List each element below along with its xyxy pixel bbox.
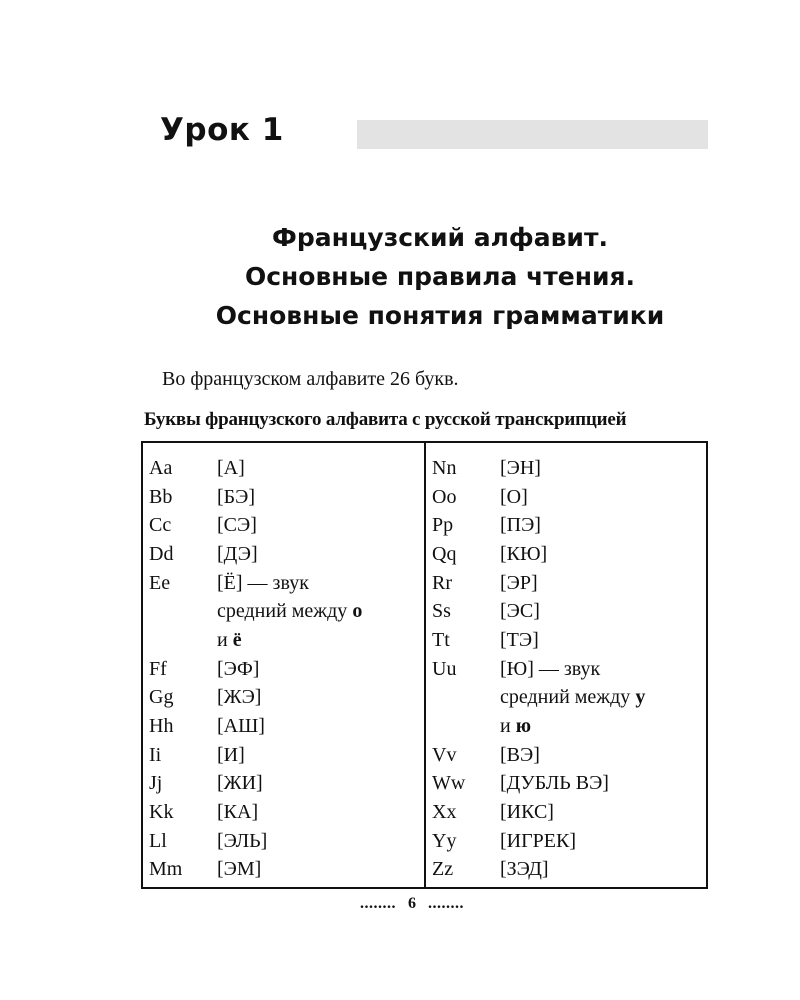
alphabet-row	[432, 597, 704, 626]
title-decoration-bar	[357, 120, 708, 149]
transcription-text: [ДУБЛЬ ВЭ]	[500, 772, 609, 795]
footer-dots-right: ........	[428, 895, 464, 912]
letter-cell: Dd	[149, 542, 174, 565]
transcription-cell	[500, 600, 704, 623]
transcription-cell	[217, 801, 421, 824]
footer-dots-left: ........	[360, 895, 396, 912]
alphabet-row	[149, 798, 421, 827]
letter-cell: Mm	[149, 858, 183, 881]
alphabet-row	[149, 597, 421, 626]
transcription-text: [АШ]	[217, 715, 265, 738]
alphabet-row	[432, 827, 704, 856]
transcription-text: [ЭН]	[500, 456, 541, 479]
transcription-text: [И]	[217, 743, 245, 766]
alphabet-row	[149, 684, 421, 713]
alphabet-row	[149, 540, 421, 569]
alphabet-table	[141, 441, 708, 889]
transcription-text: и	[217, 628, 233, 651]
transcription-text: [ЖЭ]	[217, 686, 262, 709]
alphabet-row	[149, 655, 421, 684]
page-number: 6	[408, 895, 416, 912]
transcription-text: [ЗЭД]	[500, 858, 549, 881]
transcription-text: средний между	[500, 686, 636, 709]
intro-text: Во французском алфавите 26 букв.	[162, 368, 459, 390]
heading-line-2: Основные правила чтения.	[244, 262, 636, 291]
transcription-cell	[500, 658, 704, 681]
alphabet-row	[432, 483, 704, 512]
transcription-text: [ИКС]	[500, 801, 554, 824]
transcription-cell	[217, 486, 421, 509]
letter-cell: Jj	[149, 772, 163, 795]
alphabet-row	[432, 569, 704, 598]
transcription-text: [А]	[217, 456, 245, 479]
letter-cell: Tt	[432, 628, 450, 651]
letter-cell: Kk	[149, 801, 174, 824]
transcription-cell	[217, 658, 421, 681]
alphabet-row	[432, 540, 704, 569]
transcription-cell	[217, 629, 421, 652]
letter-cell: Nn	[432, 456, 457, 479]
alphabet-row	[432, 856, 704, 885]
transcription-cell	[500, 514, 704, 537]
letter-cell: Ff	[149, 657, 167, 680]
transcription-cell	[217, 686, 421, 709]
transcription-cell	[500, 830, 704, 853]
page-footer	[360, 895, 464, 913]
transcription-text: [БЭ]	[217, 485, 256, 508]
transcription-text: [КА]	[217, 801, 259, 824]
transcription-text: [ЭР]	[500, 571, 538, 594]
letter-cell: Bb	[149, 485, 173, 508]
alphabet-row	[149, 483, 421, 512]
alphabet-row	[432, 712, 704, 741]
transcription-text: [СЭ]	[217, 514, 257, 537]
transcription-cell	[500, 543, 704, 566]
transcription-text: [КЮ]	[500, 542, 548, 565]
transcription-cell	[500, 486, 704, 509]
alphabet-row	[432, 626, 704, 655]
alphabet-row	[149, 856, 421, 885]
chapter-heading	[110, 218, 770, 335]
letter-cell: Yy	[432, 829, 457, 852]
letter-cell: Hh	[149, 715, 174, 738]
alphabet-row	[149, 827, 421, 856]
transcription-cell	[217, 830, 421, 853]
alphabet-row	[432, 684, 704, 713]
letter-cell: Ww	[432, 772, 466, 795]
transcription-cell	[500, 629, 704, 652]
letter-cell: Qq	[432, 542, 457, 565]
table-caption: Буквы французского алфавита с русской транскрипцией	[144, 409, 627, 430]
letter-cell: Uu	[432, 657, 457, 680]
alphabet-row	[149, 454, 421, 483]
alphabet-row	[149, 741, 421, 770]
transcription-text: [ЭФ]	[217, 657, 260, 680]
left-column	[149, 454, 421, 884]
transcription-cell	[217, 772, 421, 795]
letter-cell: Gg	[149, 686, 174, 709]
transcription-emphasis: о	[352, 600, 363, 623]
letter-cell: Aa	[149, 456, 173, 479]
letter-cell: Vv	[432, 743, 457, 766]
transcription-text: [ТЭ]	[500, 628, 539, 651]
transcription-cell	[500, 801, 704, 824]
alphabet-row	[149, 770, 421, 799]
transcription-emphasis: ё	[232, 628, 242, 651]
letter-cell: Ss	[432, 600, 451, 623]
transcription-cell	[217, 858, 421, 881]
transcription-text: [ЭС]	[500, 600, 540, 623]
transcription-cell	[500, 715, 704, 738]
alphabet-row	[149, 712, 421, 741]
transcription-cell	[217, 514, 421, 537]
heading-line-3: Основные понятия грамматики	[215, 301, 665, 330]
transcription-text: [ИГРЕК]	[500, 829, 577, 852]
transcription-text: [О]	[500, 485, 528, 508]
transcription-text: [ВЭ]	[500, 743, 540, 766]
letter-cell: Cc	[149, 514, 172, 537]
transcription-cell	[217, 543, 421, 566]
column-divider	[424, 443, 426, 887]
alphabet-row	[432, 770, 704, 799]
heading-line-1: Французский алфавит.	[272, 223, 608, 252]
transcription-cell	[500, 744, 704, 767]
transcription-cell	[500, 457, 704, 480]
transcription-cell	[500, 572, 704, 595]
transcription-text: [ПЭ]	[500, 514, 541, 537]
transcription-text: и	[500, 715, 516, 738]
transcription-text: [ДЭ]	[217, 542, 258, 565]
letter-cell: Zz	[432, 858, 454, 881]
lesson-title: Урок 1	[160, 112, 284, 148]
transcription-cell	[500, 686, 704, 709]
transcription-text: [Ю] — звук	[500, 657, 601, 680]
alphabet-row	[432, 511, 704, 540]
alphabet-row	[149, 626, 421, 655]
transcription-text: [ЖИ]	[217, 772, 263, 795]
alphabet-row	[432, 655, 704, 684]
right-column	[432, 454, 704, 884]
transcription-emphasis: ю	[515, 715, 531, 738]
transcription-cell	[217, 600, 421, 623]
letter-cell: Ee	[149, 571, 171, 594]
transcription-cell	[217, 457, 421, 480]
alphabet-row	[432, 798, 704, 827]
transcription-text: [ЭМ]	[217, 858, 262, 881]
letter-cell: Pp	[432, 514, 454, 537]
alphabet-row	[432, 454, 704, 483]
letter-cell: Oo	[432, 485, 457, 508]
transcription-text: [Ё] — звук	[217, 571, 309, 594]
alphabet-row	[149, 569, 421, 598]
letter-cell: Ll	[149, 829, 167, 852]
transcription-cell	[217, 572, 421, 595]
letter-cell: Xx	[432, 801, 457, 824]
transcription-emphasis: у	[635, 686, 646, 709]
letter-cell: Rr	[432, 571, 452, 594]
transcription-cell	[217, 715, 421, 738]
alphabet-row	[149, 511, 421, 540]
transcription-text: [ЭЛЬ]	[217, 829, 268, 852]
transcription-cell	[500, 772, 704, 795]
alphabet-row	[432, 741, 704, 770]
transcription-cell	[217, 744, 421, 767]
transcription-text: средний между	[217, 600, 353, 623]
transcription-cell	[500, 858, 704, 881]
letter-cell: Ii	[149, 743, 162, 766]
